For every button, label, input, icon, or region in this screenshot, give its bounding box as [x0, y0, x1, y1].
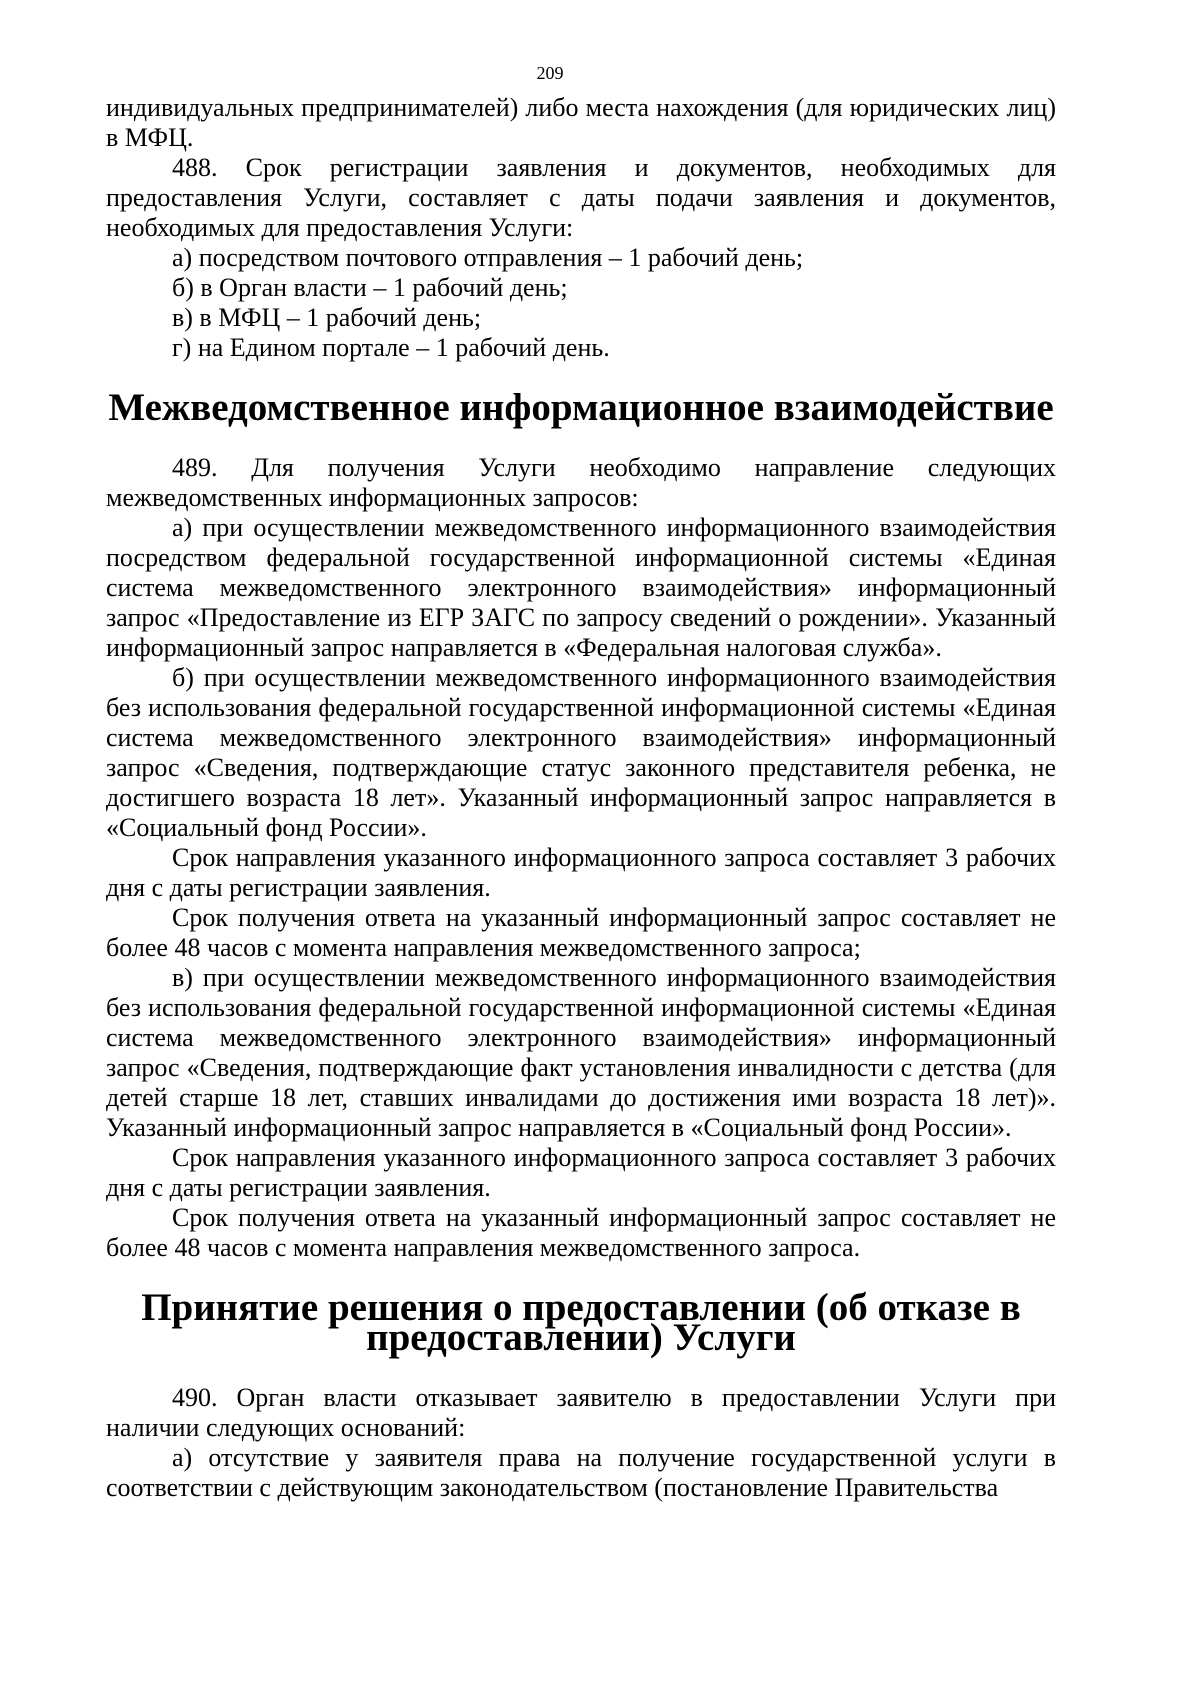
- paragraph: Срок получения ответа на указанный информационный запрос составляет не более 48 часов с момента направления межведомственного запроса;: [106, 903, 1056, 962]
- paragraph: б) при осуществлении межведомственного информационного взаимодействия без использования федеральной государственной информационной системы «Единая система межведомственного электронного взаимодействия» информационный запрос «Сведения, подтверждающие статус законного представителя ребенка, не достигшего возраста 18 лет». Указанный информационный запрос направляется в «Социальный фонд России».: [106, 663, 1056, 842]
- paragraph: б) в Орган власти – 1 рабочий день;: [172, 273, 568, 302]
- paragraph: 489. Для получения Услуги необходимо направление следующих межведомственных информационных запросов:: [106, 453, 1056, 512]
- paragraph: индивидуальных предпринимателей) либо места нахождения (для юридических лиц) в МФЦ.: [106, 93, 1056, 152]
- paragraph: г) на Едином портале – 1 рабочий день.: [172, 333, 610, 362]
- paragraph: в) при осуществлении межведомственного информационного взаимодействия без использования федеральной государственной информационной системы «Единая система межведомственного электронного взаимодействия» информационный запрос «Сведения, подтверждающие факт установления инвалидности с детства (для детей старше 18 лет, ставших инвалидами до достижения ими возраста 18 лет)». Указанный информационный запрос направляется в «Социальный фонд России».: [106, 963, 1056, 1142]
- paragraph: в) в МФЦ – 1 рабочий день;: [172, 303, 482, 332]
- paragraph: Срок направления указанного информационного запроса составляет 3 рабочих дня с даты регистрации заявления.: [106, 843, 1056, 902]
- document-body: [106, 93, 1056, 1503]
- paragraph: 488. Срок регистрации заявления и документов, необходимых для предоставления Услуги, составляет с даты подачи заявления и документов, необходимых для предоставления Услуги:: [106, 153, 1056, 242]
- section-heading: Принятие решения о предоставлении (об отказе в предоставлении) Услуги: [141, 1286, 1021, 1359]
- paragraph: Срок направления указанного информационного запроса составляет 3 рабочих дня с даты регистрации заявления.: [106, 1143, 1056, 1202]
- section-heading: Межведомственное информационное взаимодействие: [108, 386, 1054, 429]
- page-number: 209: [536, 63, 564, 83]
- paragraph: а) при осуществлении межведомственного информационного взаимодействия посредством федеральной государственной информационной системы «Единая система межведомственного электронного взаимодействия» информационный запрос «Предоставление из ЕГР ЗАГС по запросу сведений о рождении». Указанный информационный запрос направляется в «Федеральная налоговая служба».: [106, 513, 1056, 662]
- paragraph: а) посредством почтового отправления – 1 рабочий день;: [172, 243, 804, 272]
- paragraph: а) отсутствие у заявителя права на получение государственной услуги в соответствии с действующим законодательством (постановление Правительства: [106, 1443, 1056, 1502]
- paragraph: Срок получения ответа на указанный информационный запрос составляет не более 48 часов с момента направления межведомственного запроса.: [106, 1203, 1056, 1262]
- paragraph: 490. Орган власти отказывает заявителю в предоставлении Услуги при наличии следующих оснований:: [106, 1383, 1056, 1442]
